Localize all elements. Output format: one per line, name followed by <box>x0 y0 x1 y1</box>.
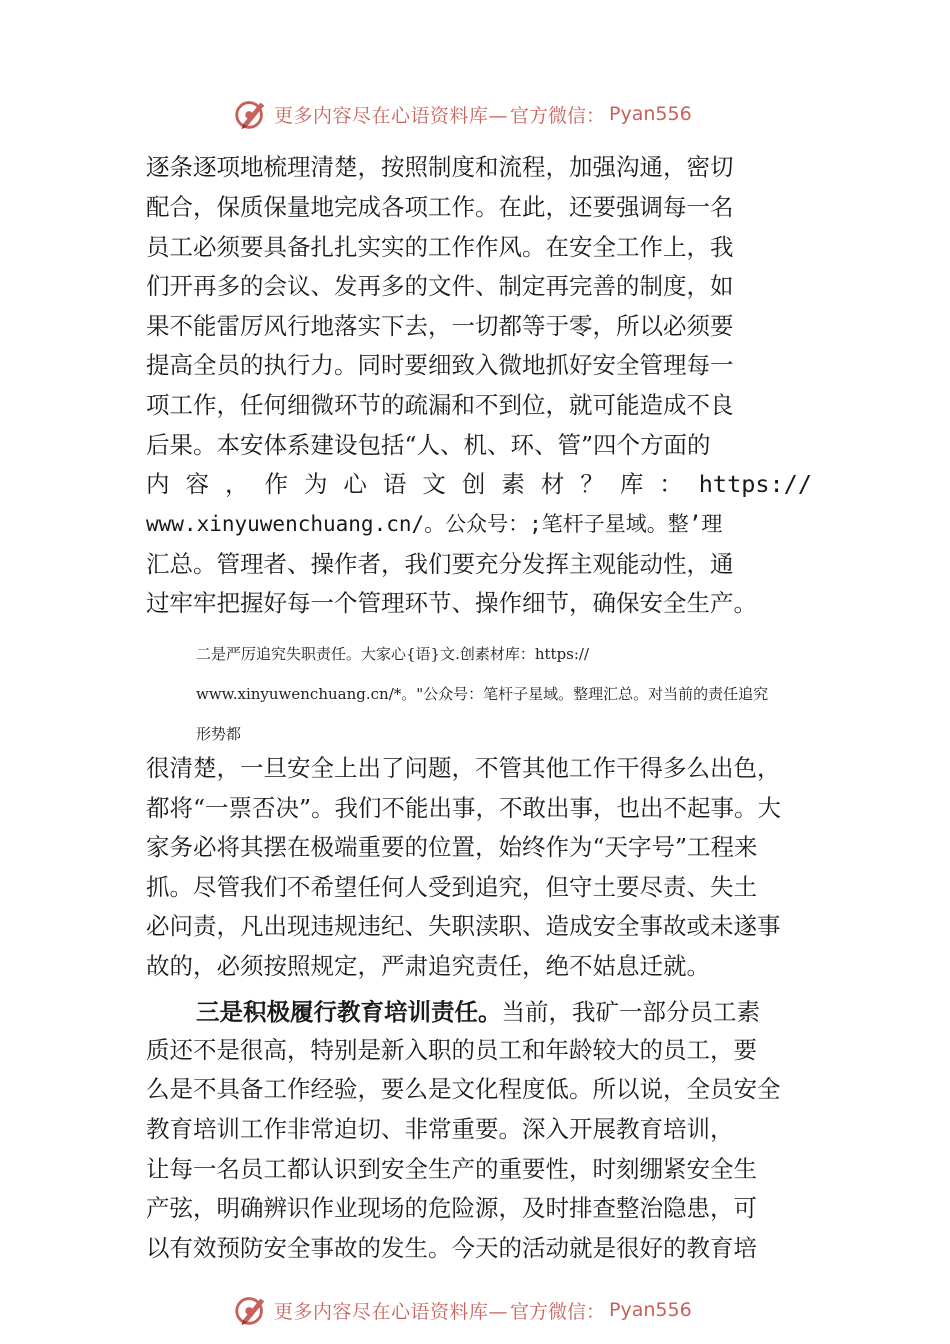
body-line: 过牢牢把握好每一个管理环节、操作细节，确保安全生产。 <box>146 589 757 617</box>
body-line-url: www.xinyuwenchuang.cn/。公众号：;笔杆子星域。整’理 <box>146 512 723 536</box>
justified-char: 创 <box>461 470 486 498</box>
justified-char: 材 <box>540 470 565 498</box>
banner-wechat-label: 官方微信： <box>510 1300 606 1323</box>
banner-wechat-id: Pyan556 <box>609 103 692 125</box>
pen-logo-icon <box>232 1291 270 1329</box>
body-line: 必问责，凡出现违规违纪、失职渎职、造成安全事故或未遂事 <box>146 912 781 940</box>
paragraph-heading-line <box>196 995 760 1029</box>
body-line: 项工作，任何细微环节的疏漏和不到位，就可能造成不良 <box>146 391 734 419</box>
justified-char: 库 <box>619 470 644 498</box>
body-line: 质还不是很高，特别是新入职的员工和年龄较大的员工，要 <box>146 1036 757 1064</box>
body-line: 家务必将其摆在极端重要的位置，始终作为“天字号”工程来 <box>146 833 758 861</box>
body-line: 提高全员的执行力。同时要细致入微地抓好安全管理每一 <box>146 351 734 379</box>
justified-char: 素 <box>501 470 525 498</box>
body-line: 抓。尽管我们不希望任何人受到追究，但守土要尽责、失土 <box>146 873 757 901</box>
body-line: 员工必须要具备扎扎实实的工作作风。在安全工作上，我 <box>146 233 734 261</box>
banner-wechat-label: 官方微信： <box>510 104 606 127</box>
body-line: 们开再多的会议、发再多的文件、制定再完善的制度，如 <box>146 272 734 300</box>
heading-line-rest: 当前，我矿一部分员工素 <box>501 998 760 1026</box>
footer-banner <box>232 1290 692 1330</box>
small-text-line: 二是严厉追究失职责任。大家心{语}文.创素材库：https:// <box>196 645 590 663</box>
justified-char: 作 <box>264 470 288 498</box>
banner-wechat-id: Pyan556 <box>609 1299 692 1321</box>
justified-char: ？ <box>580 470 604 498</box>
justified-char: ： <box>659 470 683 498</box>
body-line-justified <box>146 467 812 501</box>
justified-char: 内 <box>146 470 170 498</box>
body-line: 产弦，明确辨识作业现场的危险源，及时排查整治隐患，可 <box>146 1194 757 1222</box>
body-line: 后果。本安体系建设包括“人、机、环、管”四个方面的 <box>146 431 711 459</box>
justified-char: ， <box>224 470 249 498</box>
small-text-line: 形势都 <box>196 725 242 743</box>
header-banner <box>232 94 692 134</box>
paragraph-heading: 三是积极履行教育培训责任。 <box>196 998 502 1026</box>
body-line: 汇总。管理者、操作者，我们要充分发挥主观能动性，通 <box>146 550 734 578</box>
body-line: 很清楚，一旦安全上出了问题，不管其他工作干得多么出色， <box>146 754 781 782</box>
justified-char: 容 <box>185 470 209 498</box>
body-line: 么是不具备工作经验，要么是文化程度低。所以说，全员安全 <box>146 1075 781 1103</box>
justified-char: 文 <box>422 470 446 498</box>
body-line: 教育培训工作非常迫切、非常重要。深入开展教育培训， <box>146 1115 734 1143</box>
banner-text: 更多内容尽在心语资料库— <box>274 104 509 127</box>
body-line: 逐条逐项地梳理清楚，按照制度和流程，加强沟通，密切 <box>146 153 734 181</box>
body-line: 故的，必须按照规定，严肃追究责任，绝不姑息迁就。 <box>146 952 710 980</box>
banner-text: 更多内容尽在心语资料库— <box>274 1300 509 1323</box>
body-line: 配合，保质保量地完成各项工作。在此，还要强调每一名 <box>146 193 734 221</box>
body-line: 让每一名员工都认识到安全生产的重要性，时刻绷紧安全生 <box>146 1155 757 1183</box>
justified-char: 语 <box>382 470 407 498</box>
body-line: 果不能雷厉风行地落实下去，一切都等于零，所以必须要 <box>146 312 734 340</box>
url-fragment: https:// <box>698 470 812 498</box>
small-text-line: www.xinyuwenchuang.cn/*。"公众号：笔杆子星域。整理汇总。对当前的责任追究 <box>196 685 769 703</box>
justified-char: 心 <box>343 470 367 498</box>
pen-logo-icon <box>232 95 270 133</box>
justified-char: 为 <box>303 470 328 498</box>
body-line: 以有效预防安全事故的发生。今天的活动就是很好的教育培 <box>146 1234 757 1262</box>
body-line: 都将“一票否决”。我们不能出事，不敢出事，也出不起事。大 <box>146 794 782 822</box>
